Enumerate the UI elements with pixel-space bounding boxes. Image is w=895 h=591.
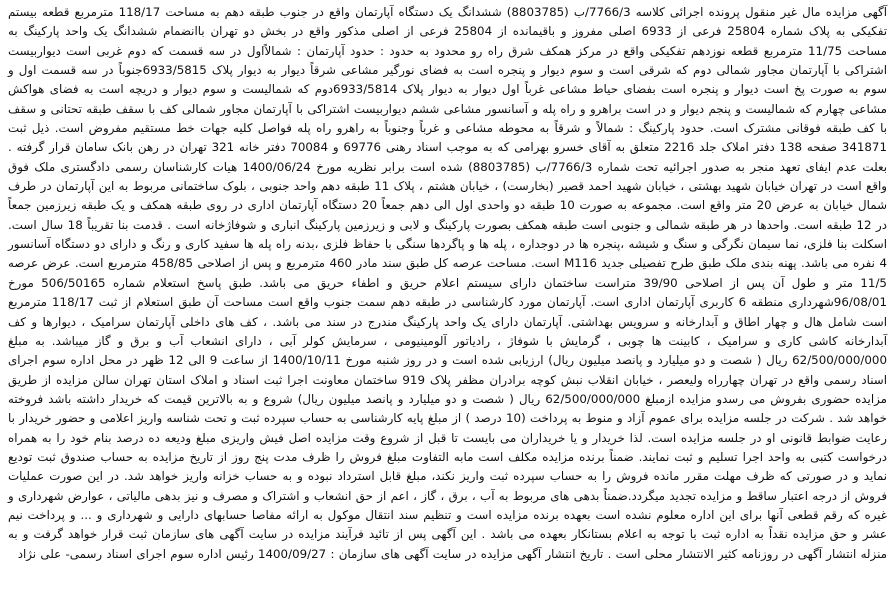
auction-notice-text: آگهی مزایده مال غیر منقول پرونده اجرائی کلاسه 7766/3/ب (8803785) ششدانگ یک دستگاه آپارتمان واقع در جنوب طبقه دهم به مساحت 118/17 مترمربع قطعه بیستم تفکیکی به پلاک شماره 25804 فرعی از 6933 اصلی مفروز و باقیمانده از 25804 فرعی از اصلی مذکور واقع در بخش دو تهران باانضمام ششدانگ یک واحد پارکینگ به مساحت 11/75 مترمربع قطعه نوزدهم تفکیکی واقع در مرکز همکف شرق راه رو محدود به حدود : حدود آپارتمان : شمالاًاول در سه قسمت که دوم غربی است دیواربیست اشتراکی با آپارتمان مجاور شمالی دوم که شرقی است و سوم دیوار و پنجره است به فضای نورگیر مشاعی شرقاً دیوار به دیوار پلاک 6933/5815جنوباً در سه قسمت اول و سوم به صورت پخ است دیوار و پنجره است بفضای حیاط مشاعی غرباً اول دیوار به دیوار پلاک 6933/5814دوم که شمالیست و سوم دیوار و دریچه است به فضای هواکش مشاعی چهارم که شمالیست و پنجم دیوار و در است براهرو و راه پله و آسانسور مشاعی ششم دیواربیست اشتراکی با آپارتمان مجاور شمالی کف با سقف طبقه تحتانی و سقف با کف طبقه فوقانی مشترک است. حدود پارکینگ : شمالاً و شرقاً به محوطه مشاعی و غرباً وجنوباً به راهرو راه پله فواصل کلیه جهات خط مستقیم مفروض است. ذیل ثبت 341871 صفحه 138 دفتر املاک جلد 2216 متعلق به آقای خسرو بهرامی که به موجب اسناد رهنی 69776 و 70084 دفتر خانه 321 تهران در رهن بانک سامان قرار گرفته . بعلت عدم ایفای تعهد منجر به صدور اجرائیه تحت شماره 7766/3/ب (8803785) شده است برابر نظریه مورخ 1400/06/24 هیات کارشناسان رسمی دادگستری ملک فوق واقع است در تهران خیابان شهید بهشتی ، خیابان شهید احمد قصیر (بخارست) ، خیابان هشتم ، پلاک 11 طبقه دهم واحد جنوبی ، بلوک ساختمانی مربوط به این آپارتمان در طرف شمال خیابان به عرض 20 متر واقع است. مجموعه به صورت 10 طبقه دو واحدی اول الی دهم جمعاً 20 دستگاه آپارتمان اداری در روی طبقه همکف و یک طبقه زیرزمین جمعاً در 12 طبقه است. واحدها در هر طبقه شمالی و جنوبی است طبقه همکف بصورت پارکینگ و لابی و زیرزمین پارکینگ انباری و شوفاژخانه است . قدمت بنا تقریباً 18 سال است. اسکلت بنا فلزی، نما سیمان نگرگی و سنگ و شیشه ،پنجره ها در دوجداره ، پله ها و پاگردها سنگی با حفاظ فلزی ،بدنه راه پله ها سفید کاری و رنگ و دارای دو دستگاه آسانسور 4 نفره می باشد. پهنه بندی ملک طبق طرح تفصیلی جدید M116 است. مساحت عرصه کل طبق سند مادر 460 مترمربع و پس از اصلاحی 458/85 مترمربع است. عرض عرصه 11/5 متر و طول آن پس از اصلاحی 39/90 متراست ساختمان دارای سیستم اعلام حریق و اطفاء حریق می باشد. طبق پاسخ استعلام شماره 506/50165 مورخ 96/08/01شهرداری منطقه 6 کاربری آپارتمان اداری است. آپارتمان مورد کارشناسی در طبقه دهم سمت جنوب واقع است مساحت آن طبق استعلام از ثبت 118/17 مترمربع است شامل هال و چهار اطاق و آبدارخانه و سرویس بهداشتی. آپارتمان دارای یک واحد پارکینگ مندرج در سند می باشد. ، کف های داخلی آپارتمان سرامیک ، دیوارها و کف آبدارخانه کاشی کاری و سرامیک ، کابینت ها چوبی ، گرمایش با شوفاژ ، رادیاتور آلومینیومی ، سرمایش کولر آبی ، دارای انشعاب آب و برق و گاز میباشد. به مبلغ 62/500/000/000 ریال ( شصت و دو میلیارد و پانصد میلیون ریال) ارزیابی شده است و در روز شنبه مورخ 1400/10/11 از ساعت 9 الی 12 ظهر در محل اداره سوم اجرای اسناد رسمی واقع در تهران چهارراه ولیعصر ، خیابان انقلاب نبش کوچه برادران مظفر پلاک 919 ساختمان معاونت اجرا ثبت اسناد و املاک استان تهران سالن مزایده از طریق مزایده حضوری بفروش می رسدو مزایده ازمبلغ 62/500/000/000 ریال ( شصت و دو میلیارد و پانصد میلیون ریال) شروع و به بالاترین قیمت که خریدار داشته باشد فروخته خواهد شد . شرکت در جلسه مزایده برای عموم آزاد و منوط به پرداخت (10 درصد ) از مبلغ پایه کارشناسی به حساب سپرده ثبت و تحت شناسه واریز اعلامی و حضور خریدار با رعایت ضوابط قانونی او در جلسه مزایده است. لذا خریدار و یا خریداران می بایست تا قبل از شروع وقت مزایده اصل فیش واریزی مبلغ ودیعه ده درصد بنام خود را به همراه درخواست کتبی به واحد اجرا تسلیم و ثبت نمایند. ضمناً برنده مزایده مکلف است مابه التفاوت مبلغ فروش را ظرف مدت پنج روز از تاریخ مزایده به حساب صندوق ثبت تودیع نماید و در صورتی که ظرف مهلت مقرر مانده فروش را به حساب سپرده ثبت واریز نکند، مبلغ قابل استرداد نبوده و به حساب خزانه واریز خواهد شد. در این صورت عملیات فروش از درجه اعتبار ساقط و مزایده تجدید میگردد.ضمناً بدهی های مربوط به آب ، برق ، گاز ، اعم از حق انشعاب و اشتراک و مصرف و نیز بدهی مالیاتی ، عوارض شهرداری و غیره که رقم قطعی آنها برای این اداره معلوم نشده است بعهده برنده مزایده است و تنظیم سند انتقال موکول به ارائه مفاصا حسابهای دارایی و شهرداری و ... و پرداخت نیم عشر و حق مزایده نقداً به اداره ثبت با توجه به اعلام بستانکار بعهده می باشد . این آگهی پس از تائید فرآیند مزایده در سایت آگهی های سازمان ثبت قرار خواهد گرفت و به منزله انتشار آگهی در روزنامه کثیر الانتشار محلی است . تاریخ انتشار آگهی مزایده در سایت آگهی های سازمان : 1400/09/27 رئیس اداره سوم اجرای اسناد رسمی- علی نژاد: [8, 5, 888, 561]
